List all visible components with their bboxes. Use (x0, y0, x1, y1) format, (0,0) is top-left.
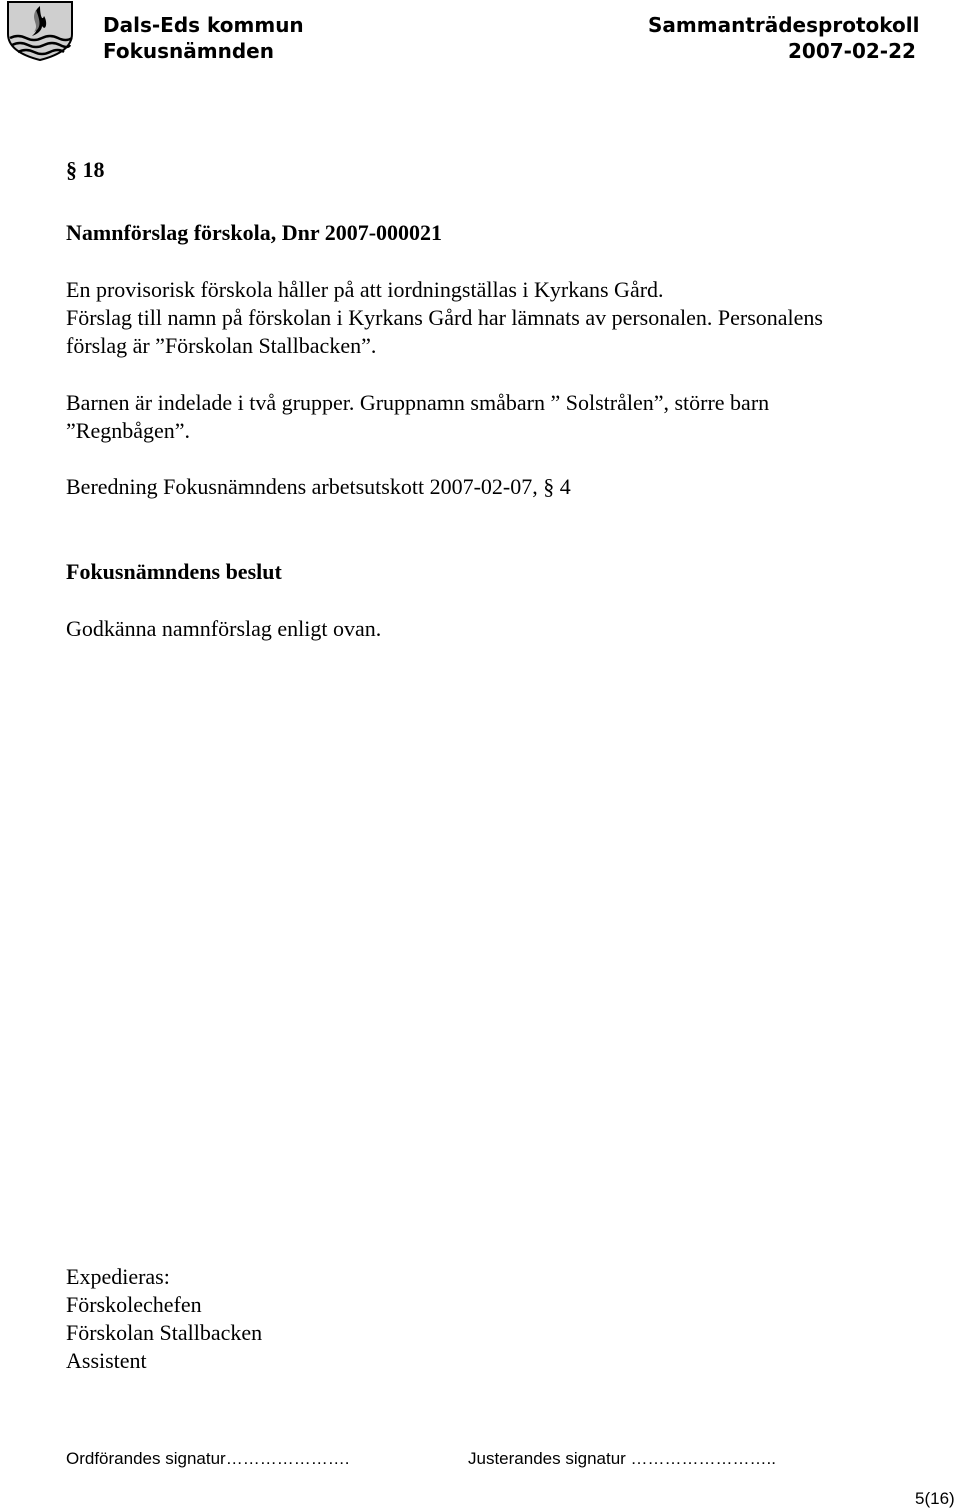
paragraph-line: ”Regnbågen”. (66, 418, 190, 443)
distribution-label: Expedieras: (66, 1264, 170, 1289)
chair-signature-field: Ordförandes signatur…………………. (66, 1449, 350, 1468)
paragraph-line: förslag är ”Förskolan Stallbacken”. (66, 333, 377, 358)
page-number: 5(16) (915, 1489, 955, 1508)
distribution-recipient: Förskolechefen (66, 1292, 202, 1317)
decision-text: Godkänna namnförslag enligt ovan. (66, 616, 382, 641)
municipal-logo-icon (6, 0, 76, 62)
adjuster-signature-field: Justerandes signatur …………………….. (468, 1449, 776, 1468)
section-title: Namnförslag förskola, Dnr 2007-000021 (66, 220, 443, 245)
section-number: § 18 (66, 157, 105, 182)
preparation-reference: Beredning Fokusnämndens arbetsutskott 2007-02-07, § 4 (66, 474, 571, 499)
committee-name: Fokusnämnden (103, 39, 274, 63)
distribution-recipient: Förskolan Stallbacken (66, 1320, 263, 1345)
meeting-date: 2007-02-22 (788, 39, 916, 63)
distribution-recipient: Assistent (66, 1348, 147, 1373)
paragraph-line: Barnen är indelade i två grupper. Gruppnamn småbarn ” Solstrålen”, större barn (66, 390, 770, 415)
municipality-name: Dals-Eds kommun (103, 13, 304, 37)
paragraph-line: Förslag till namn på förskolan i Kyrkans Gård har lämnats av personalen. Personalens (66, 305, 823, 330)
document-type: Sammanträdesprotokoll (648, 13, 920, 37)
paragraph-line: En provisorisk förskola håller på att iordningställas i Kyrkans Gård. (66, 277, 664, 302)
decision-heading: Fokusnämndens beslut (66, 559, 282, 584)
